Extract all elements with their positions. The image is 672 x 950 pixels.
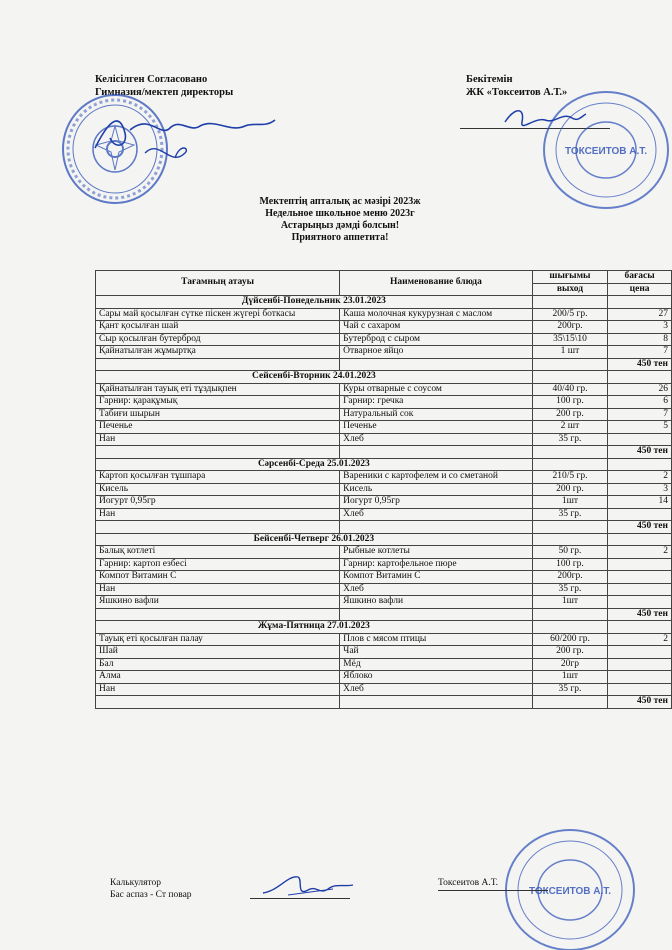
dish-name-ru: Компот Витамин С	[340, 571, 533, 584]
dish-output: 1шт	[532, 596, 607, 609]
dish-output: 200гр.	[532, 571, 607, 584]
day-total-row	[96, 358, 672, 371]
dish-price: 26	[608, 383, 672, 396]
total-empty-cell	[532, 608, 607, 621]
dish-name-kz: Бал	[96, 658, 340, 671]
dish-name-kz: Яшкино вафли	[96, 596, 340, 609]
dish-price: 7	[608, 346, 672, 359]
svg-text:ТОКСЕИТОВ А.Т.: ТОКСЕИТОВ А.Т.	[564, 146, 648, 157]
dish-price: 2	[608, 471, 672, 484]
col-header-kz: Тағамның атауы	[96, 271, 340, 296]
table-row	[96, 496, 672, 509]
day-name: Жұма-Пятница 27.01.2023	[96, 621, 533, 634]
dish-output: 100 гр.	[532, 396, 607, 409]
weekly-menu-table	[95, 270, 672, 709]
table-row	[96, 346, 672, 359]
dish-name-kz: Балық котлеті	[96, 546, 340, 559]
dish-price	[608, 671, 672, 684]
dish-output: 35 гр.	[532, 583, 607, 596]
dish-name-ru: Йогурт 0,95гр	[340, 496, 533, 509]
col-header-price-ru: цена	[608, 283, 672, 296]
table-row	[96, 321, 672, 334]
dish-output: 35 гр.	[532, 683, 607, 696]
dish-price: 14	[608, 496, 672, 509]
day-header-row	[96, 296, 672, 309]
table-row	[96, 658, 672, 671]
table-row	[96, 483, 672, 496]
table-row	[96, 571, 672, 584]
dish-output: 200 гр.	[532, 483, 607, 496]
dish-price	[608, 646, 672, 659]
dish-name-ru: Вареники с картофелем и со сметаной	[340, 471, 533, 484]
dish-name-ru: Хлеб	[340, 508, 533, 521]
footer-seal-stamp	[500, 820, 640, 950]
day-total: 450 тен	[608, 521, 672, 534]
dish-output: 20гр	[532, 658, 607, 671]
day-total-row	[96, 608, 672, 621]
dish-name-kz: Қайнатылған жұмыртқа	[96, 346, 340, 359]
total-empty-cell	[532, 521, 607, 534]
table-header-row	[96, 271, 672, 284]
dish-name-kz: Сыр қосылған бутерброд	[96, 333, 340, 346]
menu-title	[230, 196, 450, 244]
dish-price	[608, 583, 672, 596]
total-empty-cell	[532, 358, 607, 371]
table-row	[96, 683, 672, 696]
dish-output: 200 гр.	[532, 646, 607, 659]
dish-name-kz: Йогурт 0,95гр	[96, 496, 340, 509]
dish-name-ru: Плов с мясом птицы	[340, 633, 533, 646]
dish-name-kz: Шай	[96, 646, 340, 659]
greeting-kz: Астарыңыз дәмді болсын!	[280, 220, 400, 231]
table-row	[96, 558, 672, 571]
table-row	[96, 333, 672, 346]
cook-signature	[258, 865, 358, 905]
day-price-cell	[608, 458, 672, 471]
dish-name-kz: Алма	[96, 671, 340, 684]
day-output-cell	[532, 296, 607, 309]
greeting-ru: Приятного аппетита!	[291, 232, 389, 243]
total-empty-cell	[340, 608, 533, 621]
dish-name-ru: Хлеб	[340, 683, 533, 696]
table-row	[96, 646, 672, 659]
dish-output: 60/200 гр.	[532, 633, 607, 646]
dish-name-kz: Табиғи шырын	[96, 408, 340, 421]
day-header-row	[96, 458, 672, 471]
footer-left	[110, 877, 192, 901]
dish-name-kz: Нан	[96, 683, 340, 696]
dish-name-ru: Натуральный сок	[340, 408, 533, 421]
approve-line1: Бекітемін	[466, 74, 513, 85]
dish-name-ru: Куры отварные с соусом	[340, 383, 533, 396]
dish-name-ru: Хлеб	[340, 433, 533, 446]
agreed-line1: Келісілген Согласовано	[95, 74, 208, 85]
day-name: Дүйсенбі-Понедельник 23.01.2023	[96, 296, 533, 309]
col-header-price-kz: бағасы	[608, 271, 672, 284]
dish-name-kz: Қант қосылған шай	[96, 321, 340, 334]
dish-price	[608, 508, 672, 521]
day-price-cell	[608, 621, 672, 634]
table-row	[96, 396, 672, 409]
dish-output: 1шт	[532, 671, 607, 684]
table-row	[96, 471, 672, 484]
cook-signature-line	[250, 898, 350, 899]
day-header-row	[96, 621, 672, 634]
total-empty-cell	[340, 521, 533, 534]
table-row	[96, 308, 672, 321]
day-name: Сейсенбі-Вторник 24.01.2023	[96, 371, 533, 384]
day-total: 450 тен	[608, 446, 672, 459]
dish-price: 3	[608, 483, 672, 496]
dish-price: 27	[608, 308, 672, 321]
dish-name-kz: Гарнир: қарақұмық	[96, 396, 340, 409]
dish-price	[608, 571, 672, 584]
dish-name-kz: Нан	[96, 433, 340, 446]
dish-name-ru: Гарнир: картофельное пюре	[340, 558, 533, 571]
day-total: 450 тен	[608, 696, 672, 709]
total-empty-cell	[340, 446, 533, 459]
table-row	[96, 383, 672, 396]
menu-body	[96, 296, 672, 709]
table-row	[96, 583, 672, 596]
dish-output: 35 гр.	[532, 433, 607, 446]
dish-name-ru: Гарнир: гречка	[340, 396, 533, 409]
dish-name-ru: Чай с сахаром	[340, 321, 533, 334]
dish-name-ru: Кисель	[340, 483, 533, 496]
dish-output: 200гр.	[532, 321, 607, 334]
dish-output: 35\15\10	[532, 333, 607, 346]
dish-name-ru: Яшкино вафли	[340, 596, 533, 609]
dish-name-kz: Компот Витамин С	[96, 571, 340, 584]
dish-price: 7	[608, 408, 672, 421]
total-empty-cell	[340, 696, 533, 709]
dish-output: 200 гр.	[532, 408, 607, 421]
dish-name-kz: Нан	[96, 508, 340, 521]
dish-name-kz: Нан	[96, 583, 340, 596]
dish-price: 8	[608, 333, 672, 346]
dish-name-kz: Сары май қосылған сүтке піскен жүгері боткасы	[96, 308, 340, 321]
dish-output: 2 шт	[532, 421, 607, 434]
total-empty-cell	[532, 446, 607, 459]
dish-price: 6	[608, 396, 672, 409]
day-output-cell	[532, 533, 607, 546]
table-row	[96, 408, 672, 421]
day-price-cell	[608, 533, 672, 546]
dish-name-kz: Қайнатылған тауық еті тұздықпен	[96, 383, 340, 396]
col-header-output-kz: шығымы	[532, 271, 607, 284]
dish-output: 1шт	[532, 496, 607, 509]
table-row	[96, 433, 672, 446]
dish-output: 35 гр.	[532, 508, 607, 521]
approver-signature	[500, 102, 590, 137]
title-ru: Недельное школьное меню 2023г	[265, 208, 415, 219]
dish-name-ru: Бутерброд с сыром	[340, 333, 533, 346]
day-header-row	[96, 533, 672, 546]
title-kz: Мектептің апталық ас мәзірі 2023ж	[259, 196, 421, 207]
dish-price: 2	[608, 546, 672, 559]
day-output-cell	[532, 371, 607, 384]
head-cook-label: Бас аспаз - Ст повар	[110, 890, 192, 900]
total-empty-cell	[96, 608, 340, 621]
dish-output: 40/40 гр.	[532, 383, 607, 396]
signer-line	[438, 890, 548, 891]
day-total-row	[96, 446, 672, 459]
table-row	[96, 671, 672, 684]
day-output-cell	[532, 621, 607, 634]
day-price-cell	[608, 371, 672, 384]
dish-price: 5	[608, 421, 672, 434]
day-total-row	[96, 696, 672, 709]
total-empty-cell	[96, 521, 340, 534]
approve-line2: ЖК «Токсеитов А.Т.»	[466, 87, 568, 98]
dish-price	[608, 433, 672, 446]
footer-signer: Токсеитов А.Т.	[438, 878, 498, 888]
dish-price: 2	[608, 633, 672, 646]
dish-name-kz: Картоп қосылған тұшпара	[96, 471, 340, 484]
dish-name-ru: Печенье	[340, 421, 533, 434]
day-header-row	[96, 371, 672, 384]
dish-name-ru: Отварное яйцо	[340, 346, 533, 359]
dish-price	[608, 683, 672, 696]
agreed-line2: Гимназия/мектеп директоры	[95, 87, 234, 98]
day-name: Бейсенбі-Четверг 26.01.2023	[96, 533, 533, 546]
total-empty-cell	[340, 358, 533, 371]
day-total-row	[96, 521, 672, 534]
col-header-ru: Наименование блюда	[340, 271, 533, 296]
day-name: Сәрсенбі-Среда 25.01.2023	[96, 458, 533, 471]
dish-price	[608, 596, 672, 609]
dish-name-kz: Гарнир: картоп езбесі	[96, 558, 340, 571]
day-total: 450 тен	[608, 608, 672, 621]
dish-name-ru: Чай	[340, 646, 533, 659]
dish-output: 200/5 гр.	[532, 308, 607, 321]
dish-name-ru: Яблоко	[340, 671, 533, 684]
dish-name-kz: Тауық еті қосылған палау	[96, 633, 340, 646]
dish-price	[608, 558, 672, 571]
dish-output: 1 шт	[532, 346, 607, 359]
dish-output: 50 гр.	[532, 546, 607, 559]
director-signature	[90, 108, 290, 178]
dish-name-ru: Рыбные котлеты	[340, 546, 533, 559]
dish-name-ru: Мёд	[340, 658, 533, 671]
total-empty-cell	[532, 696, 607, 709]
dish-name-ru: Каша молочная кукурузная с маслом	[340, 308, 533, 321]
day-price-cell	[608, 296, 672, 309]
dish-price	[608, 658, 672, 671]
total-empty-cell	[96, 696, 340, 709]
table-row	[96, 596, 672, 609]
dish-name-ru: Хлеб	[340, 583, 533, 596]
calculator-label: Калькулятор	[110, 878, 162, 888]
day-output-cell	[532, 458, 607, 471]
dish-name-kz: Печенье	[96, 421, 340, 434]
day-total: 450 тен	[608, 358, 672, 371]
table-row	[96, 508, 672, 521]
total-empty-cell	[96, 446, 340, 459]
table-row	[96, 633, 672, 646]
dish-output: 100 гр.	[532, 558, 607, 571]
svg-text:ТОКСЕИТОВ А.Т.: ТОКСЕИТОВ А.Т.	[528, 886, 612, 897]
dish-price: 3	[608, 321, 672, 334]
total-empty-cell	[96, 358, 340, 371]
table-row	[96, 421, 672, 434]
dish-name-kz: Кисель	[96, 483, 340, 496]
dish-output: 210/5 гр.	[532, 471, 607, 484]
table-row	[96, 546, 672, 559]
col-header-output-ru: выход	[532, 283, 607, 296]
